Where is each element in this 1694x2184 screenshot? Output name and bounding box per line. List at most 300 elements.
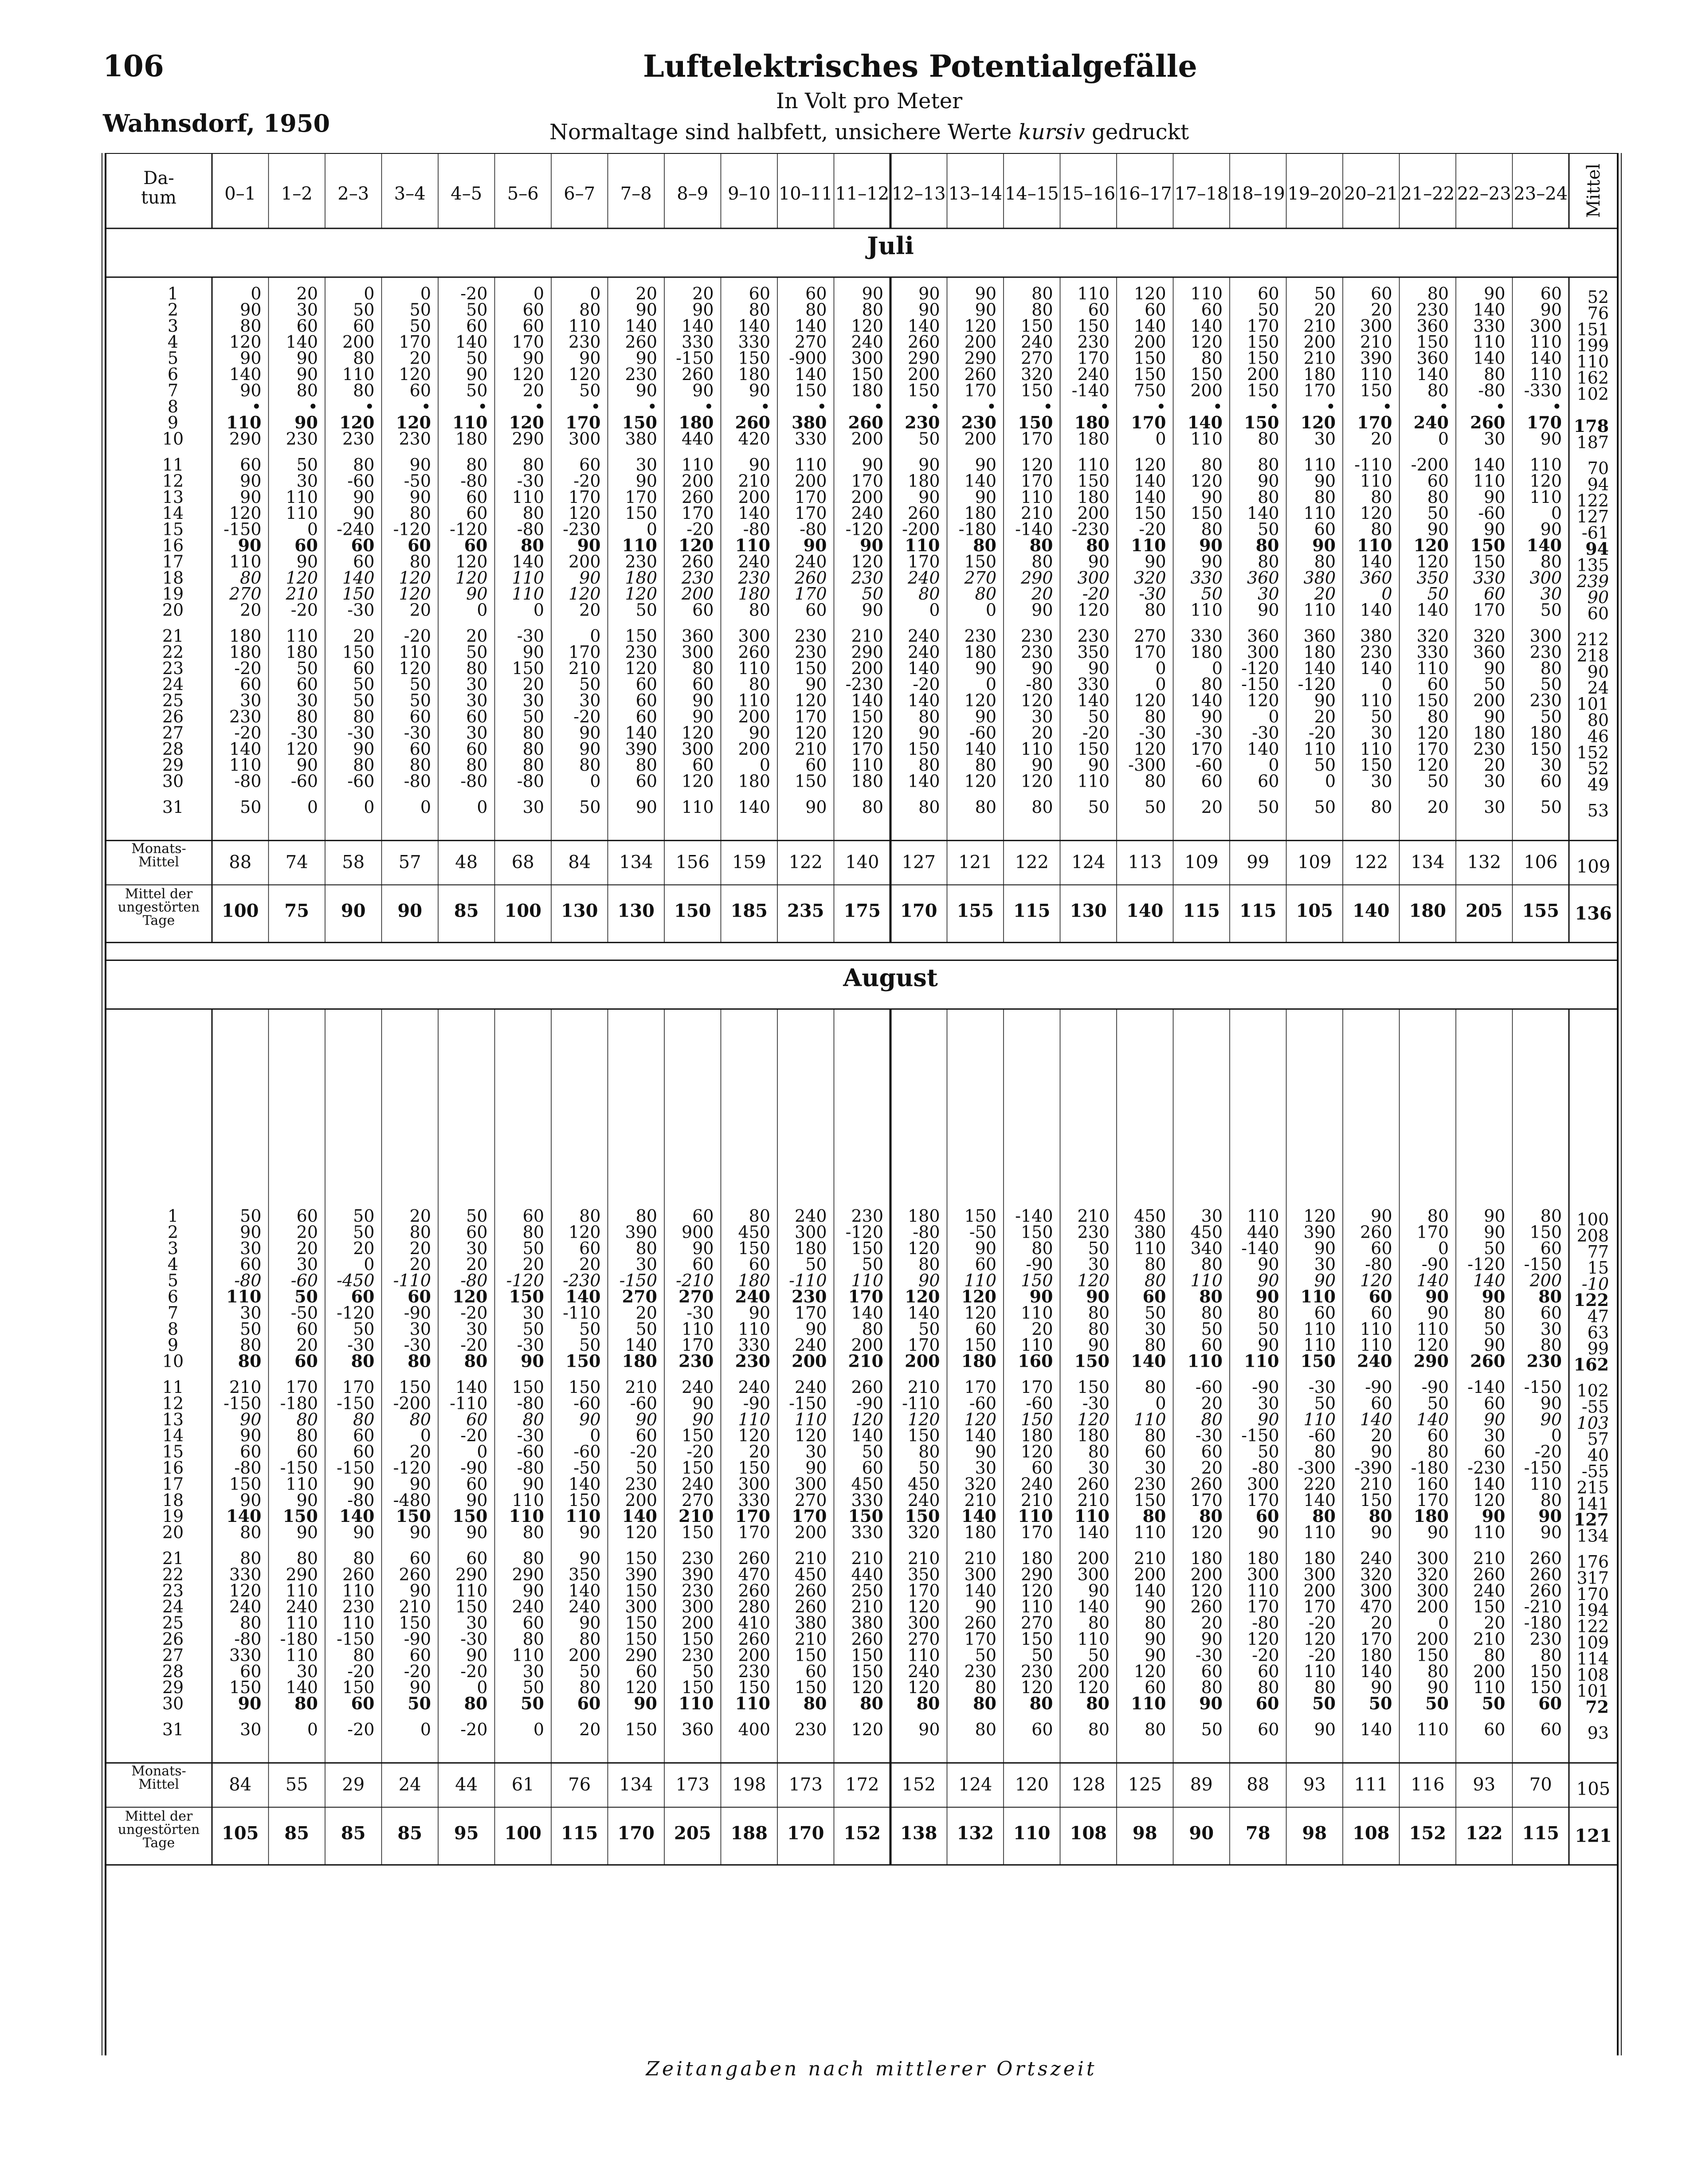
daily-mean: -61	[1581, 523, 1609, 543]
cell-value: 60	[805, 1661, 827, 1681]
cell-value: 150	[342, 1678, 375, 1698]
cell-value: 50	[466, 300, 488, 320]
cell-value: 120	[1416, 1335, 1449, 1355]
cell-value: 90	[240, 1426, 262, 1446]
cell-value: 0	[590, 1426, 601, 1446]
cell-value: 90	[635, 300, 657, 320]
cell-value: -20	[347, 1720, 375, 1739]
cell-value: 50	[240, 797, 262, 817]
header-hour: 20–21	[1344, 184, 1398, 204]
day-label: 2	[167, 1222, 179, 1242]
daily-mean: 60	[1587, 604, 1609, 623]
cell-value: -60	[969, 1393, 996, 1413]
cell-value: 110	[1303, 1319, 1336, 1339]
cell-value: 390	[1360, 348, 1392, 368]
cell-value: 170	[1020, 1522, 1053, 1542]
cell-value: 90	[918, 455, 940, 474]
cell-value: 90	[1088, 1580, 1110, 1600]
cell-value: 50	[635, 600, 657, 620]
cell-value: 20	[1031, 1319, 1053, 1339]
cell-value: 30	[240, 690, 262, 710]
cell-value: 160	[1416, 1474, 1449, 1494]
cell-value: 90	[409, 1522, 431, 1542]
daily-mean: 317	[1576, 1568, 1609, 1588]
cell-value: 90	[466, 1490, 488, 1510]
cell-value: 200	[1077, 503, 1110, 523]
cell-value: -120	[393, 1458, 431, 1478]
header-hour: 6–7	[564, 184, 596, 204]
cell-value: 230	[1416, 300, 1449, 320]
cell-value: 0	[1268, 707, 1279, 726]
undisturbed-mean-value: 188	[730, 1823, 768, 1844]
cell-value: •	[1099, 396, 1110, 416]
cell-value: 120	[851, 316, 883, 336]
cell-value: 250	[851, 1580, 883, 1600]
cell-value: -150	[1524, 1458, 1562, 1478]
cell-value: 120	[396, 412, 431, 433]
cell-value: 80	[466, 755, 488, 775]
cell-value: 60	[1031, 1720, 1053, 1739]
cell-value: 150	[1077, 471, 1110, 491]
cell-value: 90	[1031, 658, 1053, 678]
cell-value: 260	[342, 1564, 375, 1584]
cell-value: 60	[466, 1222, 488, 1242]
undisturbed-mean-value: 185	[730, 900, 768, 921]
cell-value: 90	[975, 1238, 996, 1258]
cell-value: -180	[1411, 1458, 1449, 1478]
cell-value: -30	[517, 1335, 544, 1355]
cell-value: 90	[1371, 1442, 1392, 1462]
cell-value: 30	[296, 1661, 318, 1681]
cell-value: 60	[1201, 1335, 1223, 1355]
cell-value: 80	[918, 755, 940, 775]
cell-value: 260	[738, 1580, 770, 1600]
cell-value: 140	[964, 471, 996, 491]
cell-value: •	[365, 396, 375, 416]
cell-value: 90	[296, 1490, 318, 1510]
daily-mean: 90	[1587, 662, 1609, 682]
cell-value: 30	[1314, 1255, 1336, 1274]
cell-value: 80	[353, 707, 375, 726]
cell-value: •	[1269, 396, 1279, 416]
cell-value: 110	[681, 1319, 714, 1339]
cell-value: 110	[1360, 739, 1392, 759]
cell-value: •	[1043, 396, 1053, 416]
cell-value: 110	[794, 1409, 827, 1429]
cell-value: 140	[1416, 1409, 1449, 1429]
cell-value: 90	[294, 412, 318, 433]
cell-value: 90	[1201, 552, 1223, 572]
daily-mean: 114	[1576, 1649, 1609, 1669]
cell-value: •	[1325, 396, 1336, 416]
cell-value: 180	[286, 642, 318, 662]
cell-value: -90	[1421, 1255, 1449, 1274]
cell-value: -150	[337, 1393, 375, 1413]
cell-value: 150	[681, 1458, 714, 1478]
cell-value: 90	[1427, 519, 1449, 539]
cell-value: 140	[1133, 487, 1166, 507]
cell-value: -60	[290, 1270, 318, 1290]
cell-value: 80	[1086, 1693, 1110, 1713]
undisturbed-mean-value: 115	[1239, 900, 1277, 921]
day-label: 21	[162, 626, 184, 646]
cell-value: 170	[907, 552, 940, 572]
cell-value: 110	[286, 1645, 318, 1665]
monthly-mean-value: 70	[1529, 1774, 1552, 1795]
undisturbed-mean-value: 85	[284, 1823, 310, 1844]
cell-value: 120	[1020, 1580, 1053, 1600]
cell-value: 50	[1088, 1238, 1110, 1258]
cell-value: 170	[735, 1506, 770, 1526]
cell-value: -90	[1365, 1377, 1392, 1397]
cell-value: 170	[1303, 380, 1336, 400]
cell-value: 0	[420, 1426, 431, 1446]
cell-value: 50	[635, 1458, 657, 1478]
cell-value: 150	[1190, 503, 1223, 523]
cell-value: 80	[1088, 1303, 1110, 1323]
day-label: 16	[162, 536, 184, 555]
header-hour: 5–6	[507, 184, 539, 204]
monthly-mean-value: 57	[398, 852, 421, 873]
cell-value: -80	[234, 1458, 262, 1478]
cell-value: 150	[1416, 690, 1449, 710]
cell-value: 140	[286, 332, 318, 352]
cell-value: 240	[794, 1335, 827, 1355]
legend-text-italic: kursiv	[1018, 120, 1085, 145]
cell-value: -60	[573, 1442, 601, 1462]
cell-value: -900	[789, 348, 827, 368]
cell-value: 90	[1314, 690, 1336, 710]
cell-value: 150	[964, 552, 996, 572]
cell-value: 110	[226, 412, 262, 433]
cell-value: -120	[1298, 674, 1336, 694]
cell-value: 80	[1314, 1678, 1336, 1698]
undisturbed-mean-value: 235	[787, 900, 824, 921]
cell-value: -80	[1252, 1613, 1279, 1633]
daily-mean: 99	[1587, 1339, 1609, 1359]
cell-value: 150	[794, 1645, 827, 1665]
cell-value: 120	[1020, 1678, 1053, 1698]
cell-value: 260	[681, 487, 714, 507]
daily-mean: 15	[1587, 1258, 1609, 1278]
cell-value: 120	[1416, 723, 1449, 743]
cell-value: 200	[792, 1351, 827, 1371]
cell-value: 80	[579, 755, 601, 775]
monthly-mean-total: 105	[1576, 1779, 1611, 1800]
cell-value: 20	[635, 284, 657, 303]
cell-value: 330	[1190, 568, 1223, 588]
cell-value: 140	[568, 1580, 601, 1600]
cell-value: 90	[1314, 471, 1336, 491]
cell-value: 140	[1473, 455, 1506, 474]
cell-value: 60	[749, 1255, 770, 1274]
cell-value: 80	[1145, 600, 1166, 620]
cell-value: 90	[579, 1522, 601, 1542]
cell-value: 60	[353, 316, 375, 336]
cell-value: 230	[625, 552, 657, 572]
header-hour: 1–2	[281, 184, 313, 204]
cell-value: 450	[1190, 1222, 1223, 1242]
cell-value: 50	[1484, 674, 1506, 694]
cell-value: 50	[294, 1286, 318, 1306]
cell-value: 210	[738, 471, 770, 491]
cell-value: 50	[409, 300, 431, 320]
cell-value: 380	[851, 1613, 883, 1633]
cell-value: -90	[404, 1303, 431, 1323]
cell-value: 60	[408, 1286, 431, 1306]
cell-value: 120	[1020, 1442, 1053, 1462]
cell-value: 110	[568, 316, 601, 336]
cell-value: 110	[1020, 1335, 1053, 1355]
daily-mean: 135	[1576, 555, 1609, 575]
cell-value: 110	[512, 584, 544, 604]
cell-value: 140	[1247, 739, 1279, 759]
day-label: 9	[167, 413, 179, 433]
cell-value: 210	[1360, 1474, 1392, 1494]
cell-value: 80	[1371, 519, 1392, 539]
cell-value: •	[930, 396, 940, 416]
cell-value: 390	[1303, 1222, 1336, 1242]
monthly-mean-value: 121	[958, 852, 992, 873]
cell-value: 440	[681, 429, 714, 449]
undisturbed-mean-value: 180	[1409, 900, 1446, 921]
cell-value: 80	[409, 503, 431, 523]
page-title: Luftelektrisches Potentialgefälle	[643, 49, 1197, 84]
cell-value: 300	[568, 429, 601, 449]
cell-value: 90	[577, 535, 601, 555]
cell-value: 140	[1473, 1270, 1506, 1290]
cell-value: 110	[1303, 455, 1336, 474]
monthly-mean-value: 172	[845, 1774, 879, 1795]
cell-value: 80	[1201, 1255, 1223, 1274]
monthly-mean-value: 48	[455, 852, 478, 873]
cell-value: 290	[455, 1564, 488, 1584]
cell-value: 20	[1427, 797, 1449, 817]
day-label: 4	[167, 1255, 179, 1274]
cell-value: -20	[460, 1303, 488, 1323]
cell-value: 120	[907, 1238, 940, 1258]
day-label: 26	[162, 707, 184, 726]
cell-value: 230	[794, 642, 827, 662]
cell-value: 80	[918, 707, 940, 726]
cell-value: -90	[1421, 1377, 1449, 1397]
cell-value: 260	[1529, 1549, 1562, 1568]
cell-value: 120	[851, 1409, 883, 1429]
cell-value: 80	[1258, 1678, 1279, 1698]
undisturbed-mean-value: 100	[222, 900, 259, 921]
cell-value: -140	[1241, 1238, 1279, 1258]
cell-value: 140	[907, 690, 940, 710]
undisturbed-mean-value: 85	[341, 1823, 366, 1844]
day-label: 20	[162, 1522, 184, 1542]
cell-value: -230	[1467, 1458, 1506, 1478]
cell-value: 110	[738, 1319, 770, 1339]
cell-value: 240	[738, 1377, 770, 1397]
cell-value: 120	[509, 412, 544, 433]
undisturbed-mean-value: 90	[397, 900, 423, 921]
cell-value: 80	[975, 1678, 996, 1698]
cell-value: -120	[1467, 1255, 1506, 1274]
undisturbed-mean-total: 136	[1575, 903, 1612, 924]
monthly-mean-value: 84	[568, 852, 591, 873]
cell-value: 140	[907, 1303, 940, 1323]
cell-value: 60	[1427, 471, 1449, 491]
cell-value: 90	[1427, 1522, 1449, 1542]
cell-value: 60	[1314, 519, 1336, 539]
cell-value: 90	[918, 1270, 940, 1290]
cell-value: 60	[1540, 1303, 1562, 1323]
cell-value: -230	[845, 674, 883, 694]
cell-value: 50	[353, 1222, 375, 1242]
cell-value: 110	[452, 412, 488, 433]
cell-value: 80	[918, 1442, 940, 1462]
cell-value: 330	[229, 1564, 262, 1584]
header-hour: 12–13	[891, 184, 946, 204]
cell-value: 110	[1529, 455, 1562, 474]
cell-value: 140	[625, 723, 657, 743]
header-datum: Da-tum	[141, 168, 176, 208]
cell-value: -140	[1015, 1206, 1053, 1226]
cell-value: 280	[738, 1597, 770, 1617]
cell-value: •	[534, 396, 544, 416]
cell-value: -20	[1308, 1613, 1336, 1633]
cell-value: 60	[353, 1426, 375, 1446]
cell-value: 20	[579, 1255, 601, 1274]
cell-value: 0	[477, 1442, 488, 1462]
cell-value: 120	[1190, 1522, 1223, 1542]
cell-value: 300	[907, 1613, 940, 1633]
cell-value: 110	[964, 1270, 996, 1290]
cell-value: 50	[1482, 1693, 1506, 1713]
cell-value: 80	[1031, 300, 1053, 320]
cell-value: 260	[964, 365, 996, 384]
cell-value: 90	[1145, 552, 1166, 572]
cell-value: 140	[1077, 690, 1110, 710]
cell-value: 210	[399, 1597, 431, 1617]
undisturbed-mean-value: 98	[1132, 1823, 1157, 1844]
cell-value: 90	[1540, 1393, 1562, 1413]
cell-value: 30	[579, 690, 601, 710]
cell-value: 90	[1199, 535, 1223, 555]
cell-value: 330	[851, 1490, 883, 1510]
cell-value: 90	[409, 455, 431, 474]
cell-value: 150	[1133, 348, 1166, 368]
cell-value: 90	[353, 487, 375, 507]
cell-value: 290	[1413, 1351, 1449, 1371]
cell-value: 30	[1258, 1393, 1279, 1413]
monthly-mean-value: 173	[788, 1774, 823, 1795]
cell-value: 120	[455, 552, 488, 572]
cell-value: 150	[1077, 739, 1110, 759]
cell-value: 120	[1133, 455, 1166, 474]
cell-value: 750	[1133, 380, 1166, 400]
month-title: August	[843, 963, 938, 992]
cell-value: 60	[692, 755, 714, 775]
cell-value: 90	[1258, 471, 1279, 491]
cell-value: -180	[280, 1393, 318, 1413]
day-label: 13	[162, 487, 184, 507]
monthly-mean-value: 109	[1298, 852, 1332, 873]
cell-value: 200	[738, 707, 770, 726]
cell-value: 80	[1484, 1645, 1506, 1665]
cell-value: 140	[1190, 690, 1223, 710]
cell-value: 450	[907, 1474, 940, 1494]
cell-value: 260	[738, 1629, 770, 1649]
cell-value: 140	[738, 797, 770, 817]
cell-value: 300	[1529, 316, 1562, 336]
cell-value: 270	[1020, 1613, 1053, 1633]
cell-value: 380	[625, 429, 657, 449]
cell-value: 180	[455, 429, 488, 449]
cell-value: 90	[1258, 1255, 1279, 1274]
cell-value: 80	[1142, 1506, 1166, 1526]
cell-value: 230	[568, 332, 601, 352]
cell-value: 170	[681, 1335, 714, 1355]
cell-value: 230	[794, 1720, 827, 1739]
cell-value: 140	[907, 658, 940, 678]
cell-value: 230	[681, 1580, 714, 1600]
cell-value: 150	[625, 1629, 657, 1649]
unit-subtitle: In Volt pro Meter	[776, 89, 963, 114]
cell-value: 330	[738, 332, 770, 352]
undisturbed-mean-value: 132	[957, 1823, 994, 1844]
cell-value: -20	[1308, 1645, 1336, 1665]
cell-value: 180	[1413, 1506, 1449, 1526]
cell-value: 110	[1360, 690, 1392, 710]
cell-value: 50	[1371, 707, 1392, 726]
daily-mean: 110	[1576, 352, 1609, 372]
monthly-mean-value: 61	[511, 1774, 534, 1795]
cell-value: 20	[296, 1335, 318, 1355]
cell-value: 60	[1258, 284, 1279, 303]
cell-value: 50	[1484, 1319, 1506, 1339]
cell-value: 20	[1201, 1458, 1223, 1478]
cell-value: 90	[466, 365, 488, 384]
cell-value: 80	[466, 658, 488, 678]
legend-note	[479, 120, 1259, 145]
cell-value: •	[986, 396, 996, 416]
monthly-mean-value: 132	[1467, 852, 1501, 873]
cell-value: 0	[477, 600, 488, 620]
daily-mean: 122	[1573, 1290, 1609, 1310]
cell-value: 20	[1201, 797, 1223, 817]
cell-value: 80	[1145, 1255, 1166, 1274]
cell-value: 20	[1314, 584, 1336, 604]
cell-value: 90	[918, 487, 940, 507]
cell-value: 170	[1247, 1597, 1279, 1617]
cell-value: 60	[1145, 300, 1166, 320]
cell-value: 140	[851, 1303, 883, 1323]
cell-value: 170	[794, 503, 827, 523]
cell-value: 150	[794, 658, 827, 678]
cell-value: 360	[1303, 626, 1336, 646]
cell-value: 380	[1303, 568, 1336, 588]
cell-value: 230	[1077, 626, 1110, 646]
cell-value: 170	[399, 332, 431, 352]
cell-value: 180	[229, 642, 262, 662]
cell-value: 140	[964, 1580, 996, 1600]
cell-value: 50	[975, 1645, 996, 1665]
cell-value: 80	[353, 380, 375, 400]
undisturbed-mean-value: 110	[1013, 1823, 1051, 1844]
cell-value: 110	[1133, 1238, 1166, 1258]
cell-value: -60	[1195, 1377, 1223, 1397]
cell-value: 450	[851, 1474, 883, 1494]
cell-value: 150	[851, 1645, 883, 1665]
cell-value: 30	[522, 797, 544, 817]
cell-value: 0	[420, 284, 431, 303]
cell-value: 60	[1427, 1426, 1449, 1446]
